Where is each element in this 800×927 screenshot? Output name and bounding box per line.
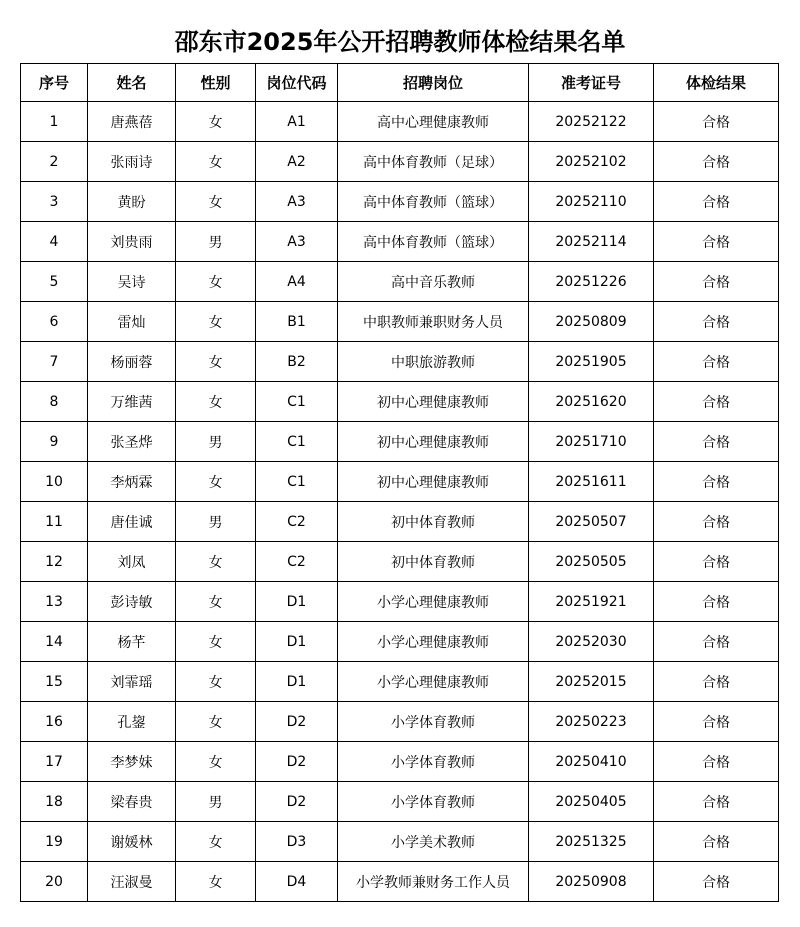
cell-gender: 女: [176, 622, 256, 662]
cell-name: 梁春贵: [88, 782, 176, 822]
cell-position-code: C2: [256, 542, 338, 582]
table-row: [21, 142, 779, 182]
cell-position: 小学教师兼财务工作人员: [338, 862, 529, 902]
cell-position-code: C2: [256, 502, 338, 542]
cell-index: 8: [21, 382, 88, 422]
cell-result: 合格: [654, 862, 779, 902]
cell-position: 初中体育教师: [338, 502, 529, 542]
cell-name: 李炳霖: [88, 462, 176, 502]
table-row: [21, 702, 779, 742]
cell-index: 2: [21, 142, 88, 182]
cell-name: 吴诗: [88, 262, 176, 302]
cell-position: 高中体育教师（足球）: [338, 142, 529, 182]
cell-index: 19: [21, 822, 88, 862]
cell-name: 张雨诗: [88, 142, 176, 182]
cell-position: 高中体育教师（篮球）: [338, 222, 529, 262]
cell-name: 刘霏瑶: [88, 662, 176, 702]
cell-result: 合格: [654, 142, 779, 182]
table-row: [21, 302, 779, 342]
cell-position-code: D2: [256, 782, 338, 822]
cell-position-code: D1: [256, 582, 338, 622]
cell-position-code: A2: [256, 142, 338, 182]
cell-position-code: C1: [256, 422, 338, 462]
cell-result: 合格: [654, 382, 779, 422]
column-header-ticket-number: 准考证号: [529, 64, 654, 102]
table-row: [21, 542, 779, 582]
cell-position: 初中心理健康教师: [338, 382, 529, 422]
cell-ticket-number: 20251921: [529, 582, 654, 622]
cell-ticket-number: 20252030: [529, 622, 654, 662]
cell-result: 合格: [654, 742, 779, 782]
table-row: [21, 782, 779, 822]
cell-position-code: C1: [256, 382, 338, 422]
cell-index: 17: [21, 742, 88, 782]
cell-position-code: D1: [256, 662, 338, 702]
cell-result: 合格: [654, 302, 779, 342]
cell-result: 合格: [654, 262, 779, 302]
cell-ticket-number: 20251710: [529, 422, 654, 462]
table-row: [21, 222, 779, 262]
cell-position-code: D4: [256, 862, 338, 902]
cell-gender: 女: [176, 542, 256, 582]
results-table: [20, 63, 779, 902]
cell-gender: 女: [176, 742, 256, 782]
column-header-name: 姓名: [88, 64, 176, 102]
cell-gender: 女: [176, 142, 256, 182]
cell-ticket-number: 20252102: [529, 142, 654, 182]
cell-ticket-number: 20250908: [529, 862, 654, 902]
cell-gender: 男: [176, 502, 256, 542]
cell-ticket-number: 20250410: [529, 742, 654, 782]
cell-name: 唐佳诚: [88, 502, 176, 542]
cell-ticket-number: 20250507: [529, 502, 654, 542]
cell-name: 孔鋆: [88, 702, 176, 742]
cell-index: 6: [21, 302, 88, 342]
cell-position: 高中体育教师（篮球）: [338, 182, 529, 222]
cell-result: 合格: [654, 182, 779, 222]
cell-position-code: A4: [256, 262, 338, 302]
cell-index: 12: [21, 542, 88, 582]
cell-name: 谢媛林: [88, 822, 176, 862]
cell-position-code: A1: [256, 102, 338, 142]
cell-position: 中职旅游教师: [338, 342, 529, 382]
cell-position: 中职教师兼职财务人员: [338, 302, 529, 342]
table-body: [21, 102, 779, 902]
cell-name: 雷灿: [88, 302, 176, 342]
cell-position-code: A3: [256, 222, 338, 262]
table-row: [21, 862, 779, 902]
table-row: [21, 342, 779, 382]
cell-position: 小学体育教师: [338, 742, 529, 782]
column-header-result: 体检结果: [654, 64, 779, 102]
cell-position-code: C1: [256, 462, 338, 502]
cell-index: 13: [21, 582, 88, 622]
table-row: [21, 582, 779, 622]
table-row: [21, 182, 779, 222]
cell-position: 小学体育教师: [338, 702, 529, 742]
cell-position-code: D2: [256, 702, 338, 742]
cell-name: 彭诗敏: [88, 582, 176, 622]
cell-position-code: B1: [256, 302, 338, 342]
cell-name: 李梦妹: [88, 742, 176, 782]
cell-position: 小学心理健康教师: [338, 622, 529, 662]
cell-index: 7: [21, 342, 88, 382]
cell-name: 刘凤: [88, 542, 176, 582]
column-header-position-code: 岗位代码: [256, 64, 338, 102]
cell-name: 黄盼: [88, 182, 176, 222]
cell-ticket-number: 20251226: [529, 262, 654, 302]
table-row: [21, 422, 779, 462]
header-row: [21, 64, 779, 102]
cell-index: 16: [21, 702, 88, 742]
cell-result: 合格: [654, 102, 779, 142]
cell-position-code: D3: [256, 822, 338, 862]
column-header-position: 招聘岗位: [338, 64, 529, 102]
cell-gender: 女: [176, 102, 256, 142]
cell-ticket-number: 20250809: [529, 302, 654, 342]
table-row: [21, 662, 779, 702]
cell-ticket-number: 20250223: [529, 702, 654, 742]
cell-ticket-number: 20251611: [529, 462, 654, 502]
cell-result: 合格: [654, 782, 779, 822]
cell-index: 10: [21, 462, 88, 502]
cell-result: 合格: [654, 822, 779, 862]
cell-position: 高中心理健康教师: [338, 102, 529, 142]
cell-index: 5: [21, 262, 88, 302]
cell-ticket-number: 20251325: [529, 822, 654, 862]
cell-result: 合格: [654, 222, 779, 262]
cell-ticket-number: 20252122: [529, 102, 654, 142]
table-row: [21, 742, 779, 782]
cell-name: 杨丽蓉: [88, 342, 176, 382]
cell-index: 3: [21, 182, 88, 222]
cell-position: 高中音乐教师: [338, 262, 529, 302]
cell-result: 合格: [654, 542, 779, 582]
table-row: [21, 622, 779, 662]
cell-position: 初中心理健康教师: [338, 422, 529, 462]
cell-gender: 女: [176, 662, 256, 702]
cell-position: 小学心理健康教师: [338, 582, 529, 622]
cell-gender: 女: [176, 862, 256, 902]
cell-position-code: B2: [256, 342, 338, 382]
cell-index: 15: [21, 662, 88, 702]
cell-result: 合格: [654, 462, 779, 502]
cell-ticket-number: 20252015: [529, 662, 654, 702]
cell-ticket-number: 20251620: [529, 382, 654, 422]
cell-index: 9: [21, 422, 88, 462]
cell-gender: 女: [176, 302, 256, 342]
cell-gender: 女: [176, 182, 256, 222]
cell-result: 合格: [654, 502, 779, 542]
cell-name: 杨芊: [88, 622, 176, 662]
cell-index: 20: [21, 862, 88, 902]
column-header-gender: 性别: [176, 64, 256, 102]
cell-gender: 男: [176, 782, 256, 822]
cell-name: 汪淑曼: [88, 862, 176, 902]
cell-result: 合格: [654, 422, 779, 462]
cell-gender: 男: [176, 422, 256, 462]
cell-gender: 女: [176, 582, 256, 622]
cell-position: 初中心理健康教师: [338, 462, 529, 502]
cell-gender: 女: [176, 342, 256, 382]
cell-position: 初中体育教师: [338, 542, 529, 582]
cell-ticket-number: 20251905: [529, 342, 654, 382]
cell-index: 14: [21, 622, 88, 662]
table-row: [21, 102, 779, 142]
table-row: [21, 462, 779, 502]
cell-name: 唐燕蓓: [88, 102, 176, 142]
cell-gender: 女: [176, 262, 256, 302]
cell-position: 小学体育教师: [338, 782, 529, 822]
table-row: [21, 382, 779, 422]
cell-index: 18: [21, 782, 88, 822]
cell-position-code: A3: [256, 182, 338, 222]
table-row: [21, 822, 779, 862]
page-title: 邵东市2025年公开招聘教师体检结果名单: [174, 28, 626, 56]
cell-index: 4: [21, 222, 88, 262]
cell-result: 合格: [654, 582, 779, 622]
cell-ticket-number: 20250505: [529, 542, 654, 582]
cell-name: 万维茜: [88, 382, 176, 422]
cell-position-code: D1: [256, 622, 338, 662]
cell-result: 合格: [654, 702, 779, 742]
cell-ticket-number: 20252114: [529, 222, 654, 262]
cell-gender: 女: [176, 382, 256, 422]
cell-position: 小学美术教师: [338, 822, 529, 862]
cell-result: 合格: [654, 662, 779, 702]
cell-gender: 女: [176, 462, 256, 502]
table-row: [21, 262, 779, 302]
cell-gender: 女: [176, 822, 256, 862]
cell-index: 11: [21, 502, 88, 542]
cell-position: 小学心理健康教师: [338, 662, 529, 702]
cell-result: 合格: [654, 342, 779, 382]
table-row: [21, 502, 779, 542]
cell-gender: 男: [176, 222, 256, 262]
cell-name: 张圣烨: [88, 422, 176, 462]
cell-index: 1: [21, 102, 88, 142]
cell-ticket-number: 20250405: [529, 782, 654, 822]
cell-ticket-number: 20252110: [529, 182, 654, 222]
cell-position-code: D2: [256, 742, 338, 782]
cell-gender: 女: [176, 702, 256, 742]
column-header-index: 序号: [21, 64, 88, 102]
cell-name: 刘贵雨: [88, 222, 176, 262]
cell-result: 合格: [654, 622, 779, 662]
